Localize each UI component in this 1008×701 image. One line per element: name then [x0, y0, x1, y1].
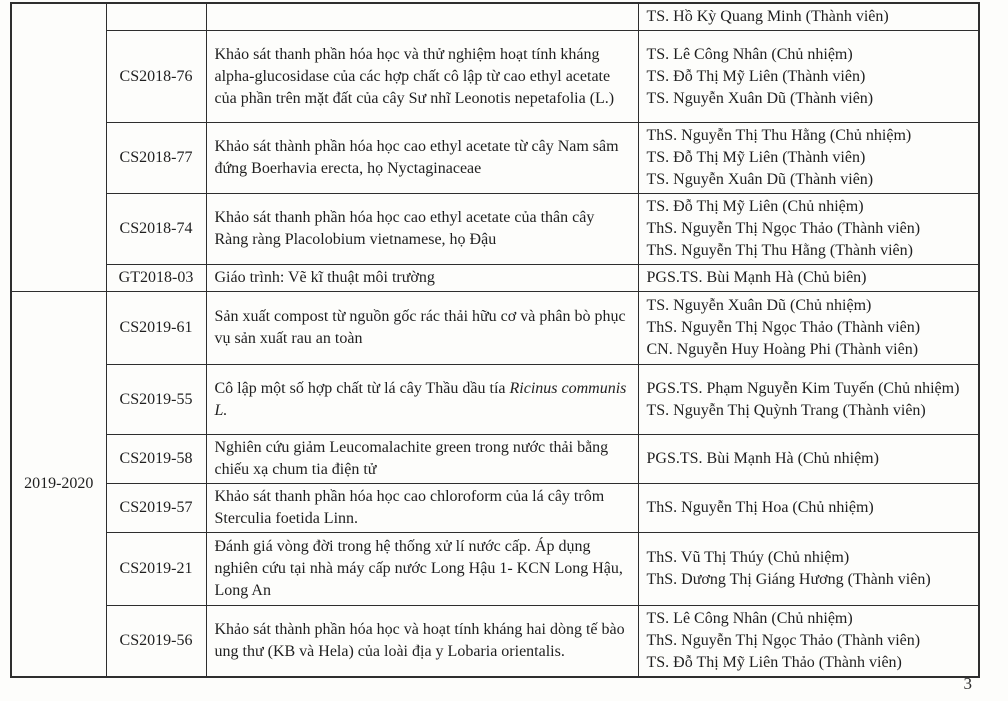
project-title-cell: Giáo trình: Vẽ kĩ thuật môi trường: [206, 265, 638, 292]
members-cell: [638, 435, 979, 484]
members-cell: [638, 533, 979, 606]
project-title-cell: Đánh giá vòng đời trong hệ thống xử lí nước cấp. Áp dụng nghiên cứu tại nhà máy cấp nước Long Hậu 1- KCN Long Hậu, Long An: [206, 533, 638, 606]
members-cell: [638, 265, 979, 292]
project-title-latin-name: Ricinus communis L.: [214, 379, 627, 419]
member-line: TS. Đỗ Thị Mỹ Liên (Chủ nhiệm): [646, 198, 864, 215]
members-cell: [638, 31, 979, 123]
table-row: [11, 265, 979, 292]
project-code-cell: CS2019-57: [106, 484, 206, 533]
project-code-cell: CS2019-61: [106, 292, 206, 365]
member-line: TS. Lê Công Nhân (Chủ nhiệm): [646, 610, 853, 627]
page-number: 3: [963, 674, 972, 693]
member-line: TS. Nguyễn Xuân Dũ (Thành viên): [646, 171, 874, 188]
member-line: TS. Nguyễn Xuân Dũ (Chủ nhiệm): [646, 297, 872, 314]
table-row: [11, 484, 979, 533]
table-row: [11, 123, 979, 194]
member-line: PGS.TS. Phạm Nguyễn Kim Tuyến (Chủ nhiệm): [646, 379, 960, 397]
year-cell: 2019-2020: [11, 292, 106, 678]
project-code-cell: CS2019-56: [106, 606, 206, 678]
project-title-cell: Nghiên cứu giảm Leucomalachite green trong nước thải bằng chiếu xạ chum tia điện tử: [206, 435, 638, 484]
project-code-cell: CS2018-77: [106, 123, 206, 194]
member-line: ThS. Nguyễn Thị Ngọc Thảo (Thành viên): [646, 319, 921, 336]
table-row: [11, 3, 979, 31]
member-line: ThS. Nguyễn Thị Thu Hằng (Thành viên): [646, 242, 913, 259]
member-line: ThS. Vũ Thị Thúy (Chủ nhiệm): [646, 549, 850, 566]
member-line: TS. Nguyễn Xuân Dũ (Thành viên): [646, 89, 874, 107]
project-code-cell: CS2018-76: [106, 31, 206, 123]
table-row: [11, 194, 979, 265]
project-title-cell: Khảo sát thành phần hóa học và hoạt tính kháng hai dòng tế bào ung thư (KB và Hela) của loài địa y Lobaria orientalis.: [206, 606, 638, 678]
member-line: PGS.TS. Bùi Mạnh Hà (Chủ nhiệm): [646, 450, 879, 467]
project-title-cell: Khảo sát thanh phần hóa học cao chloroform của lá cây trôm Sterculia foetida Linn.: [206, 484, 638, 533]
members-cell: [638, 484, 979, 533]
members-cell: [638, 3, 979, 31]
project-code-cell: CS2019-55: [106, 365, 206, 435]
project-title-cell: Khảo sát thành phần hóa học cao ethyl acetate từ cây Nam sâm đứng Boerhavia erecta, họ Nyctaginaceae: [206, 123, 638, 194]
project-title-cell: Sản xuất compost từ nguồn gốc rác thải hữu cơ và phân bò phục vụ sản xuất rau an toàn: [206, 292, 638, 365]
member-line: ThS. Nguyễn Thị Thu Hằng (Chủ nhiệm): [646, 127, 912, 144]
table-row: [11, 606, 979, 678]
member-line: TS. Đỗ Thị Mỹ Liên (Thành viên): [646, 67, 866, 85]
table-row: [11, 435, 979, 484]
member-line: ThS. Nguyễn Thị Ngọc Thảo (Thành viên): [646, 220, 921, 237]
member-line: TS. Lê Công Nhân (Chủ nhiệm): [646, 45, 853, 63]
project-title-cell: Khảo sát thanh phần hóa học cao ethyl acetate của thân cây Ràng ràng Placolobium vietnamese, họ Đậu: [206, 194, 638, 265]
member-line: PGS.TS. Bùi Mạnh Hà (Chủ biên): [646, 269, 867, 286]
project-code-cell: CS2019-21: [106, 533, 206, 606]
project-title-cell: [206, 3, 638, 31]
members-cell: [638, 194, 979, 265]
members-cell: [638, 123, 979, 194]
table-row: [11, 365, 979, 435]
project-code-cell: CS2018-74: [106, 194, 206, 265]
project-code-cell: GT2018-03: [106, 265, 206, 292]
member-line: ThS. Dương Thị Giáng Hương (Thành viên): [646, 571, 931, 588]
member-line: CN. Nguyễn Huy Hoàng Phi (Thành viên): [646, 341, 919, 358]
members-cell: [638, 292, 979, 365]
project-code-cell: CS2019-58: [106, 435, 206, 484]
year-cell: [11, 3, 106, 292]
project-title-cell: Khảo sát thanh phần hóa học và thử nghiệm hoạt tính kháng alpha-glucosidase của các hợp chất cô lập từ cao ethyl acetate của phần trên mặt đất của cây Sư nhĩ Leonotis nepetafolia (L.): [206, 31, 638, 123]
member-line: TS. Nguyễn Thị Quỳnh Trang (Thành viên): [646, 401, 926, 419]
table-row: [11, 292, 979, 365]
table-row: [11, 31, 979, 123]
member-line: ThS. Nguyễn Thị Ngọc Thảo (Thành viên): [646, 632, 921, 649]
project-code-cell: [106, 3, 206, 31]
member-line: TS. Hồ Kỳ Quang Minh (Thành viên): [646, 8, 889, 25]
members-cell: [638, 365, 979, 435]
research-projects-table: [10, 2, 980, 678]
members-cell: [638, 606, 979, 678]
project-title-cell: [206, 365, 638, 435]
member-line: TS. Đỗ Thị Mỹ Liên Thảo (Thành viên): [646, 654, 902, 671]
member-line: ThS. Nguyễn Thị Hoa (Chủ nhiệm): [646, 499, 874, 516]
table-row: [11, 533, 979, 606]
member-line: TS. Đỗ Thị Mỹ Liên (Thành viên): [646, 149, 866, 166]
project-title-text: Cô lập một số hợp chất từ lá cây Thầu dầu tía: [214, 379, 506, 397]
